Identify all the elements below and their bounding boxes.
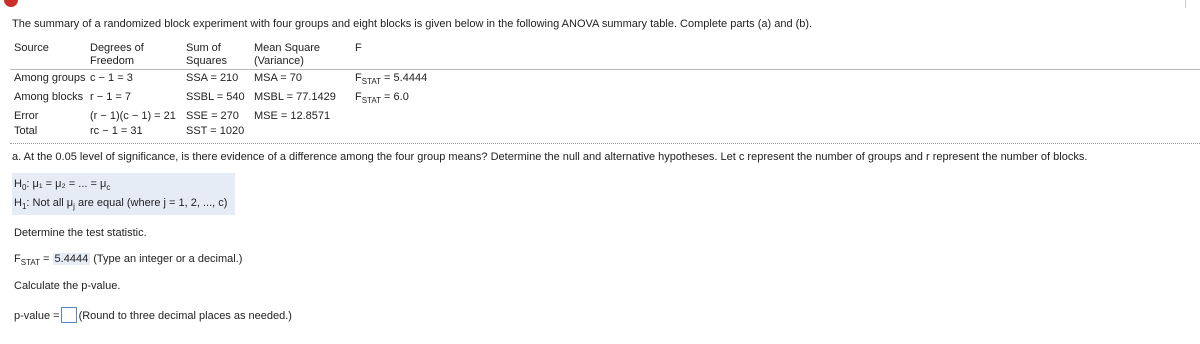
row-among-groups-f: $F_{STAT} = 5.4444$ [355,72,428,86]
header-f: F [355,42,362,54]
alternative-hypothesis-text: Not all $\mu_j$ are equal (where j = 1, 2, ..., c) [32,197,228,211]
fstat-row: $F_{STAT} = 5.4444$ (Type an integer or a decimal.) [14,253,243,267]
pvalue-prompt: Calculate the p-value. [14,280,121,292]
row-total-ss: SST = 1020 [186,125,245,137]
top-strip [0,0,1200,8]
row-among-groups-source: Among groups [14,72,86,84]
header-ss-line2: Squares [186,55,227,67]
row-among-groups-df: c − 1 = 3 [90,72,133,84]
table-header-divider [10,69,1200,70]
header-ss-line1: Sum of [186,42,221,54]
header-ms-line1: Mean Square [254,42,321,54]
fstat-hint: (Type an integer or a decimal.) [93,253,243,265]
row-among-blocks-df: r − 1 = 7 [90,91,131,103]
pvalue-input[interactable] [61,307,77,323]
row-among-blocks-source: Among blocks [14,91,84,103]
fstat-answer[interactable]: 5.4444 [54,253,89,265]
pvalue-label: p-value = [14,310,60,322]
null-hypothesis-expression: μ₁ = μ₂ = ... = $\mu_c$ [32,178,111,192]
pvalue-row [14,307,292,323]
question-status-icon [4,0,18,7]
header-ms-line2: (Variance) [254,55,304,67]
problem-intro: The summary of a randomized block experiment with four groups and eight blocks is given below in the following ANOVA summary table. Complete parts (a) and (b). [12,18,813,30]
row-error-df: (r − 1)(c − 1) = 21 [90,110,176,122]
header-df-line2: Freedom [90,55,135,67]
row-error-ss: SSE = 270 [186,110,239,122]
row-total-source: Total [14,125,38,137]
row-among-groups-ss: SSA = 210 [186,72,239,84]
test-statistic-prompt: Determine the test statistic. [14,227,147,239]
pvalue-hint: (Round to three decimal places as needed.) [78,310,292,322]
part-a-question: a. At the 0.05 level of significance, is there evidence of a difference among the four group means? Determine the null and alternative hypotheses. Let c represent the number of groups and r represent the number of blocks. [12,151,1088,163]
header-source: Source [14,42,49,54]
row-among-groups-ms: MSA = 70 [254,72,303,84]
row-among-blocks-ms: MSBL = 77.1429 [254,91,336,103]
section-divider [10,143,1200,144]
row-among-blocks-ss: SSBL = 540 [186,91,245,103]
divider [1185,0,1186,8]
row-total-df: rc − 1 = 31 [90,125,143,137]
alternative-hypothesis: $H_1$: Not all $\mu_j$ are equal (where j = 1, 2, ..., c) [14,197,228,211]
header-df-line1: Degrees of [90,42,144,54]
row-among-blocks-f: $F_{STAT} = 6.0$ [355,91,409,105]
row-error-source: Error [14,110,39,122]
row-error-ms: MSE = 12.8571 [254,110,331,122]
fstat-label: $F_{STAT}$ [14,253,40,267]
null-hypothesis: $H_0$: μ₁ = μ₂ = ... = $\mu_c$ [14,178,111,192]
